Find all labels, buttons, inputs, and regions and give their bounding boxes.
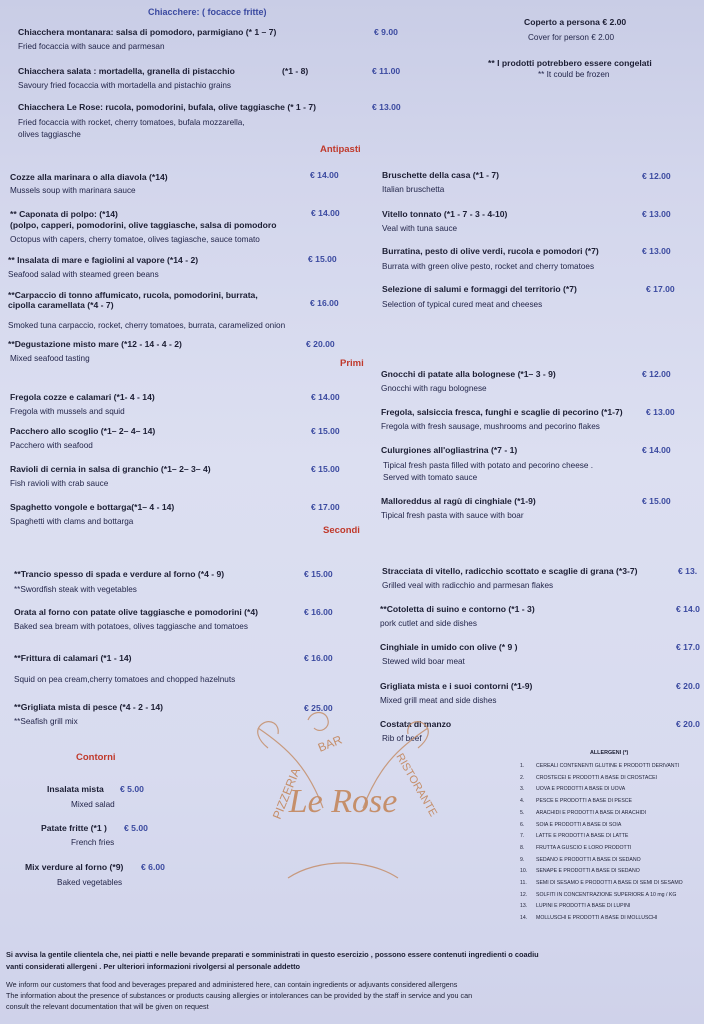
chiacchera-2-name: Chiacchera salata : mortadella, granella di pistacchio [18, 66, 235, 76]
primo-l2-name: Pacchero allo scoglio (*1– 2– 4– 14) [10, 426, 156, 436]
contorno-2-desc: French fries [71, 838, 115, 847]
antipasto-l2-desc: Octopus with capers, cherry tomatoe, olives tagiasche, sauce tomato [10, 235, 260, 244]
allergen-number: 8. [520, 844, 525, 851]
logo-pizzeria: PIZZERIA [269, 765, 304, 822]
primo-l1-desc: Fregola with mussels and squid [10, 407, 125, 416]
footer-en-3: consult the relevant documentation that will be given on request [6, 1002, 209, 1011]
primo-l2-desc: Pacchero with seafood [10, 441, 93, 450]
secondo-r2-name: **Cotoletta di suino e contorno (*1 - 3) [380, 604, 535, 614]
primo-l4-desc: Spaghetti with clams and bottarga [10, 517, 134, 526]
secondo-r5-price: € 20.0 [676, 719, 700, 729]
secondo-l1-desc: **Swordfish steak with vegetables [14, 585, 137, 594]
antipasto-l3-name: ** Insalata di mare e fagiolini al vapore (*14 - 2) [8, 255, 199, 265]
contorno-3-name: Mix verdure al forno (*9) [25, 862, 124, 872]
secondo-l2-name: Orata al forno con patate olive taggiasche e pomodorini (*4) [14, 607, 259, 617]
chiacchera-2-allergens: (*1 - 8) [282, 66, 309, 76]
antipasto-r4-desc: Selection of typical cured meat and cheeses [382, 300, 543, 309]
antipasto-r1-desc: Italian bruschetta [382, 185, 445, 194]
secondo-l4-desc: **Seafish grill mix [14, 717, 78, 726]
footer-en-2: The information about the presence of substances or products causing allergies or intolerances can be provided by the staff in service and you can [6, 991, 473, 1000]
secondo-l2-price: € 16.00 [304, 607, 333, 617]
footer-it-2: vanti considerati allergeni . Per ulteriori informazioni rivolgersi al personale addetto [6, 962, 301, 971]
primo-l3-price: € 15.00 [311, 464, 340, 474]
section-contorni-title: Contorni [76, 752, 116, 763]
antipasto-r4-price: € 17.00 [646, 284, 675, 294]
logo-bar: BAR [315, 732, 345, 755]
antipasto-r3-name: Burratina, pesto di olive verdi, rucola e pomodori (*7) [382, 246, 599, 256]
allergen-item: FRUTTA A GUSCIO E LORO PRODOTTI [536, 844, 632, 851]
primo-r2-name: Fregola, salsiccia fresca, funghi e scaglie di pecorino (*1-7) [381, 407, 623, 417]
frozen-notice: ** I prodotti potrebbero essere congelati [488, 58, 652, 68]
secondo-l2-desc: Baked sea bream with potatoes, olives taggiasche and tomatoes [14, 622, 248, 631]
antipasto-r1-name: Bruschette della casa (*1 - 7) [382, 170, 500, 180]
chiacchera-3-name: Chiacchera Le Rose: rucola, pomodorini, bufala, olive taggiasche (* 1 - 7) [18, 102, 316, 112]
allergen-item: SENAPE E PRODOTTI A BASE DI SEDANO [536, 868, 640, 875]
section-antipasti-title: Antipasti [320, 144, 361, 155]
primo-l1-name: Fregola cozze e calamari (*1- 4 - 14) [10, 392, 155, 402]
allergen-number: 3. [520, 786, 525, 793]
secondo-l3-desc: Squid on pea cream,cherry tomatoes and chopped hazelnuts [14, 675, 236, 684]
chiacchera-1-desc: Fried focaccia with sauce and parmesan [18, 42, 165, 51]
allergen-item: LATTE E PRODOTTI A BASE DI LATTE [536, 833, 629, 840]
allergen-number: 5. [520, 809, 525, 816]
secondo-r2-price: € 14.0 [676, 604, 700, 614]
logo-name: Le Rose [288, 783, 398, 820]
antipasto-r4-name: Selezione di salumi e formaggi del territorio (*7) [382, 284, 577, 294]
antipasto-l5-desc: Mixed seafood tasting [10, 354, 90, 363]
rose-top-icon [308, 713, 328, 731]
primo-l4-name: Spaghetto vongole e bottarga(*1– 4 - 14) [10, 502, 175, 512]
contorno-2-price: € 5.00 [124, 823, 148, 833]
antipasto-l1-desc: Mussels soup with marinara sauce [10, 186, 136, 195]
chiacchera-3-desc-2: olives taggiasche [18, 130, 81, 139]
logo-ristorante: RISTORANTE [393, 751, 440, 819]
allergen-item: UOVA E PRODOTTI A BASE DI UOVA [536, 786, 626, 793]
contorno-3-desc: Baked vegetables [57, 878, 123, 887]
allergen-item: SEMI DI SESAMO E PRODOTTI A BASE DI SEMI DI SESAMO [536, 880, 683, 886]
secondo-r5-name: Costata di manzo [380, 719, 452, 729]
allergen-item: SOIA E PRODOTTI A BASE DI SOIA [536, 821, 622, 828]
allergen-item: SOLFITI IN CONCENTRAZIONE SUPERIORE A 10 mg / KG [536, 891, 677, 898]
primo-l4-price: € 17.00 [311, 502, 340, 512]
primo-r3-name: Culurgiones all'ogliastrina (*7 - 1) [381, 445, 518, 455]
allergen-item: ARACHIDI E PRODOTTI A BASE DI ARACHIDI [536, 809, 647, 816]
secondo-r1-name: Stracciata di vitello, radicchio scottato e scaglie di grana (*3-7) [382, 566, 638, 576]
secondo-l4-price: € 25.00 [304, 703, 333, 713]
allergen-number: 7. [520, 833, 525, 840]
contorno-1-desc: Mixed salad [71, 800, 115, 809]
primo-r1-desc: Gnocchi with ragu bolognese [381, 384, 487, 393]
antipasto-r2-name: Vitello tonnato (*1 - 7 - 3 - 4-10) [382, 209, 508, 219]
allergen-number: 1. [520, 763, 525, 769]
allergen-number: 10. [520, 868, 528, 875]
secondo-r4-desc: Mixed grill meat and side dishes [380, 696, 497, 705]
primo-r3-price: € 14.00 [642, 445, 671, 455]
primo-l3-name: Ravioli di cernia in salsa di granchio (*1– 2– 3– 4) [10, 464, 211, 474]
le-rose-logo [228, 708, 458, 888]
antipasto-r3-desc: Burrata with green olive pesto, rocket and cherry tomatoes [382, 262, 595, 271]
allergen-item: LUPINI E PRODOTTI A BASE DI LUPINI [536, 903, 631, 910]
primo-r3-desc-2: Served with tomato sauce [383, 473, 478, 482]
contorno-1-price: € 5.00 [120, 784, 144, 794]
chiacchera-1-price: € 9.00 [374, 27, 398, 37]
secondo-l4-name: **Grigliata mista di pesce (*4 - 2 - 14) [14, 702, 164, 712]
allergen-number: 13. [520, 903, 528, 910]
secondo-r5-desc: Rib of beef [382, 734, 422, 743]
chiacchera-3-price: € 13.00 [372, 102, 401, 112]
primo-r2-price: € 13.00 [646, 407, 675, 417]
allergen-number: 6. [520, 821, 525, 828]
allergens-title: ALLERGENI (*) [590, 750, 629, 756]
secondo-r1-desc: Grilled veal with radicchio and parmesan flakes [382, 581, 554, 590]
secondo-l1-price: € 15.00 [304, 569, 333, 579]
contorno-3-price: € 6.00 [141, 862, 165, 872]
secondo-r3-desc: Stewed wild boar meat [382, 657, 465, 666]
antipasto-l4-name-2: cipolla caramellata (*4 - 7) [8, 300, 114, 310]
antipasto-l3-price: € 15.00 [308, 254, 337, 264]
secondo-l1-name: **Trancio spesso di spada e verdure al forno (*4 - 9) [14, 569, 225, 579]
antipasto-l4-name: **Carpaccio di tonno affumicato, rucola, pomodorini, burrata, [8, 290, 258, 300]
antipasto-l4-desc: Smoked tuna carpaccio, rocket, cherry tomatoes, burrata, caramelized onion [8, 321, 286, 330]
antipasto-r3-price: € 13.00 [642, 246, 671, 256]
section-primi-title: Primi [340, 358, 364, 369]
secondo-r2-desc: pork cutlet and side dishes [380, 619, 477, 628]
allergen-number: 4. [520, 798, 525, 805]
frozen-notice-en: ** It could be frozen [538, 70, 610, 79]
allergen-number: 14. [520, 915, 528, 922]
primo-r1-name: Gnocchi di patate alla bolognese (*1– 3 - 9) [381, 369, 556, 379]
antipasto-l5-name: **Degustazione misto mare (*12 - 14 - 4 - 2) [8, 339, 182, 349]
secondo-r4-name: Grigliata mista e i suoi contorni (*1-9) [380, 681, 533, 691]
secondo-l3-name: **Frittura di calamari (*1 - 14) [14, 653, 132, 663]
antipasto-l2-name: ** Caponata di polpo: (*14) [10, 209, 118, 219]
primo-r4-name: Malloreddus al ragù di cinghiale (*1-9) [381, 496, 536, 506]
antipasto-l1-name: Cozze alla marinara o alla diavola (*14) [10, 172, 168, 182]
allergen-number: 2. [520, 774, 525, 781]
chiacchera-2-desc: Savoury fried focaccia with mortadella and pistachio grains [18, 81, 231, 90]
contorno-2-name: Patate fritte (*1 ) [41, 823, 107, 833]
cover-charge-en: Cover for person € 2.00 [528, 33, 615, 42]
primo-r4-desc: Tipical fresh pasta with sauce with boar [381, 511, 524, 520]
secondo-l3-price: € 16.00 [304, 653, 333, 663]
allergen-item: CEREALI CONTENENTI GLUTINE E PRODOTTI DERIVANTI [536, 763, 680, 769]
chiacchera-1-name: Chiacchera montanara: salsa di pomodoro, parmigiano (* 1 – 7) [18, 27, 277, 37]
primo-r1-price: € 12.00 [642, 369, 671, 379]
primo-r4-price: € 15.00 [642, 496, 671, 506]
cover-charge: Coperto a persona € 2.00 [524, 17, 627, 27]
allergen-item: PESCE E PRODOTTI A BASE DI PESCE [536, 798, 632, 805]
section-chiacchere-title: Chiacchere: ( focacce fritte) [148, 7, 267, 17]
secondo-r4-price: € 20.0 [676, 681, 700, 691]
antipasto-l2-price: € 14.00 [311, 208, 340, 218]
antipasto-l3-desc: Seafood salad with steamed green beans [8, 270, 159, 279]
antipasto-r2-price: € 13.00 [642, 209, 671, 219]
chiacchera-3-desc: Fried focaccia with rocket, cherry tomatoes, bufala mozzarella, [18, 118, 245, 127]
primo-l3-desc: Fish ravioli with crab sauce [10, 479, 109, 488]
footer-en-1: We inform our customers that food and beverages prepared and administered here, can contain ingredients or adjuvants considered allergens [6, 980, 458, 989]
allergen-number: 12. [520, 891, 528, 898]
primo-r2-desc: Fregola with fresh sausage, mushrooms and pecorino flakes [381, 422, 600, 431]
antipasto-l1-price: € 14.00 [310, 170, 339, 180]
chiacchera-2-price: € 11.00 [372, 66, 401, 76]
primo-l2-price: € 15.00 [311, 426, 340, 436]
secondo-r1-price: € 13. [678, 566, 698, 576]
antipasto-r2-desc: Veal with tuna sauce [382, 224, 458, 233]
antipasto-r1-price: € 12.00 [642, 171, 671, 181]
secondo-r3-price: € 17.0 [676, 642, 700, 652]
antipasto-l2-ingredients: (polpo, capperi, pomodorini, olive taggiasche, salsa di pomodoro [10, 220, 277, 230]
allergen-item: CROSTECEI E PRODOTTI A BASE DI CROSTACEI [536, 774, 657, 781]
secondo-r3-name: Cinghiale in umido con olive (* 9 ) [380, 642, 518, 652]
antipasto-l5-price: € 20.00 [306, 339, 335, 349]
footer-it-1: Si avvisa la gentile clientela che, nei piatti e nelle bevande preparati e somministrati in questo esercizio , possono essere contenuti ingredienti o coadiu [6, 950, 539, 959]
primo-l1-price: € 14.00 [311, 392, 340, 402]
primo-r3-desc: Tipical fresh pasta filled with potato and pecorino cheese . [383, 461, 593, 470]
allergen-number: 11. [520, 880, 527, 886]
allergen-number: 9. [520, 856, 525, 863]
contorno-1-name: Insalata mista [47, 784, 104, 794]
antipasto-l4-price: € 16.00 [310, 298, 339, 308]
allergen-item: MOLLUSCHI E PRODOTTI A BASE DI MOLLUSCHI [536, 915, 658, 922]
allergen-item: SEDANO E PRODOTTI A BASE DI SEDANO [536, 856, 641, 863]
section-secondi-title: Secondi [323, 525, 360, 536]
